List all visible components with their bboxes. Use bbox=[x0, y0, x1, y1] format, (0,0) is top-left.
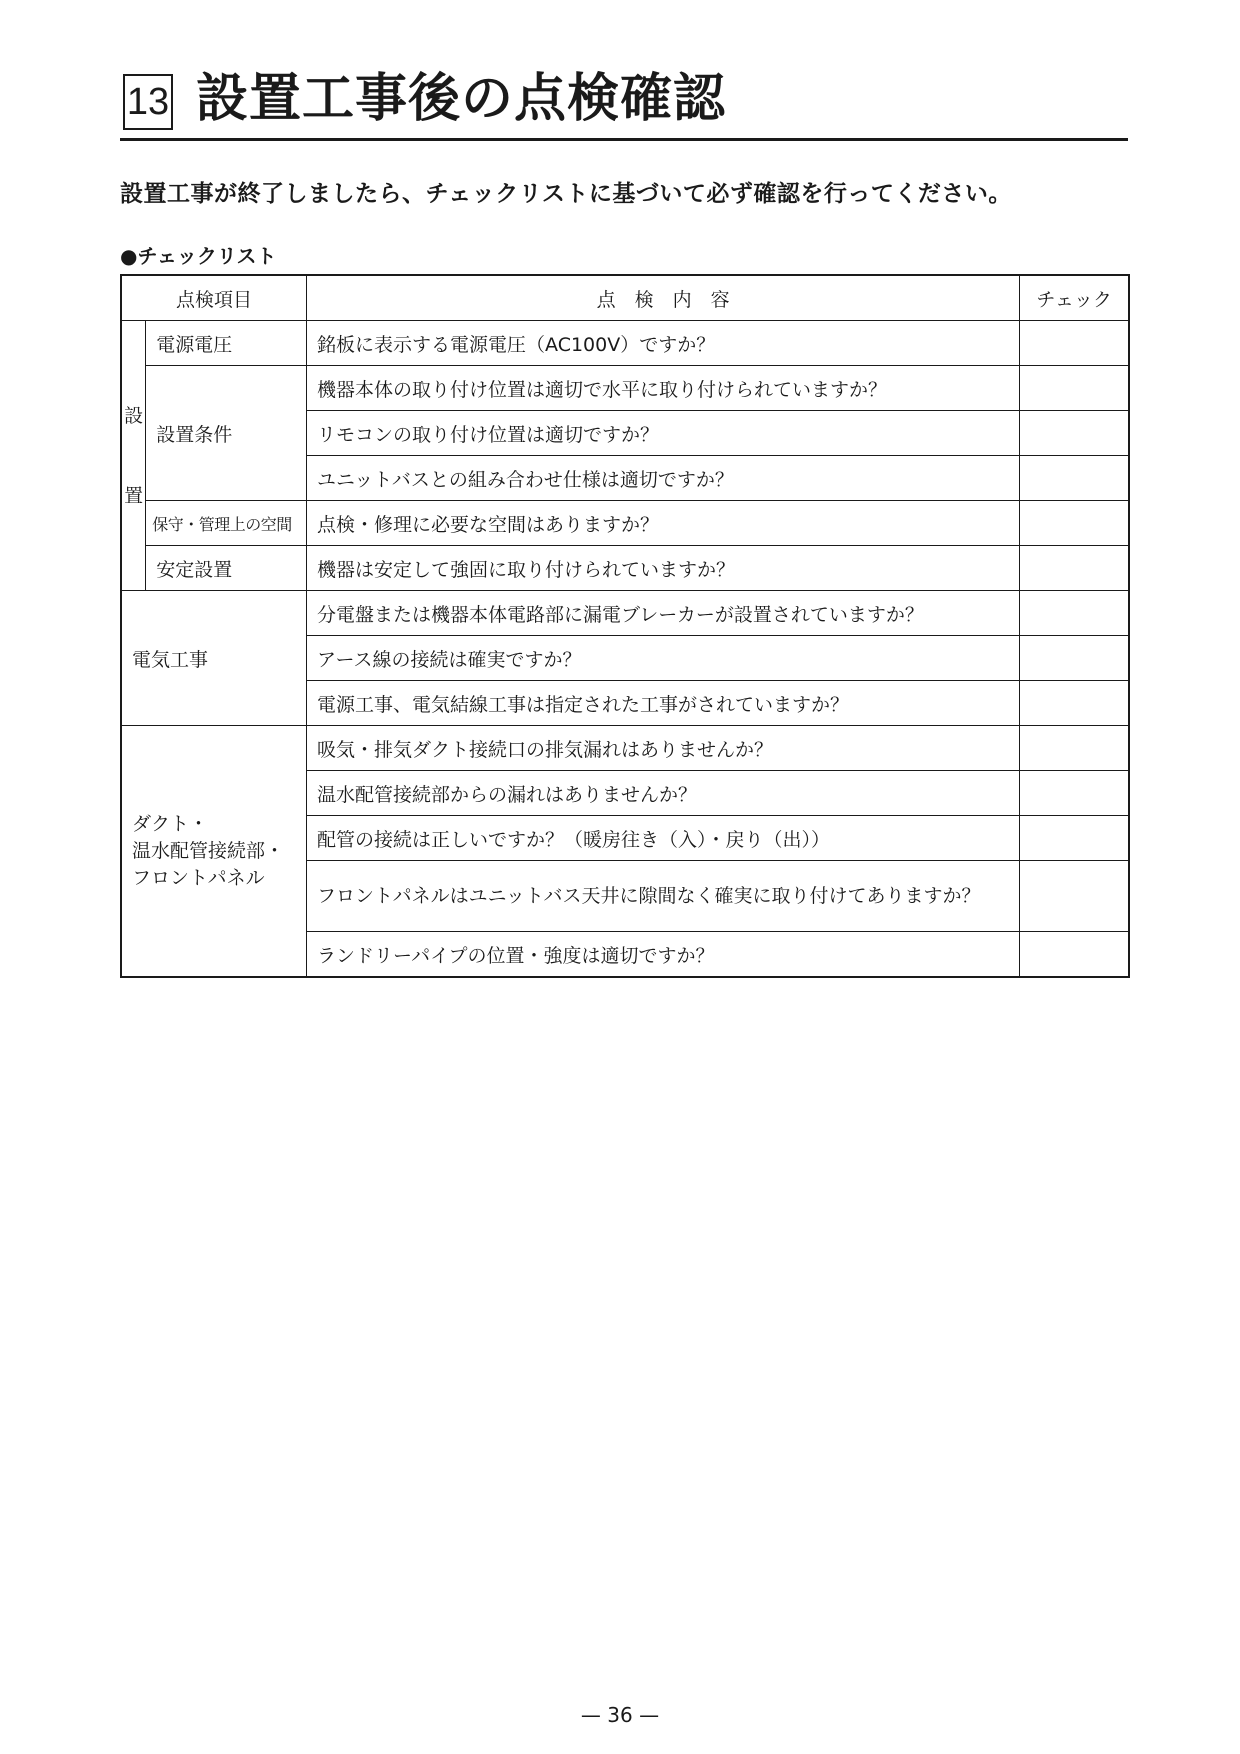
item-duct-line: 温水配管接続部・ bbox=[132, 839, 285, 862]
table-header-row bbox=[121, 275, 1129, 321]
table-row bbox=[121, 546, 1129, 591]
check-content: リモコンの取り付け位置は適切ですか？ bbox=[307, 411, 1020, 456]
setup-group-cell bbox=[121, 321, 146, 591]
table-row bbox=[121, 321, 1129, 366]
check-box[interactable] bbox=[1020, 411, 1129, 456]
item-power-voltage: 電源電圧 bbox=[146, 321, 307, 366]
checklist-table bbox=[120, 274, 1130, 978]
check-content: 吸気・排気ダクト接続口の排気漏れはありませんか？ bbox=[307, 726, 1020, 771]
table-row bbox=[121, 501, 1129, 546]
check-box[interactable] bbox=[1020, 681, 1129, 726]
check-content: 機器本体の取り付け位置は適切で水平に取り付けられていますか？ bbox=[307, 366, 1020, 411]
check-box[interactable] bbox=[1020, 816, 1129, 861]
check-content: 配管の接続は正しいですか？（暖房往き（入）・戻り（出）） bbox=[307, 816, 1020, 861]
check-box[interactable] bbox=[1020, 932, 1129, 978]
intro-text: 設置工事が終了しましたら、チェックリストに基づいて必ず確認を行ってください。 bbox=[120, 181, 1012, 207]
check-box[interactable] bbox=[1020, 501, 1129, 546]
item-stable-install: 安定設置 bbox=[146, 546, 307, 591]
check-content: 分電盤または機器本体電路部に漏電ブレーカーが設置されていますか？ bbox=[307, 591, 1020, 636]
check-box[interactable] bbox=[1020, 546, 1129, 591]
section-number-box: 13 bbox=[123, 74, 173, 130]
header-content: 点 検 内 容 bbox=[307, 275, 1020, 321]
section-header bbox=[120, 62, 1128, 141]
table-row bbox=[121, 726, 1129, 771]
header-check: チェック bbox=[1020, 275, 1129, 321]
check-content: 温水配管接続部からの漏れはありませんか？ bbox=[307, 771, 1020, 816]
check-box[interactable] bbox=[1020, 321, 1129, 366]
item-duct-line: フロントパネル bbox=[132, 866, 265, 889]
item-install-conditions: 設置条件 bbox=[146, 366, 307, 501]
item-duct-line: ダクト・ bbox=[132, 812, 209, 835]
check-box[interactable] bbox=[1020, 726, 1129, 771]
item-electrical-work: 電気工事 bbox=[121, 591, 307, 726]
check-content: ユニットバスとの組み合わせ仕様は適切ですか？ bbox=[307, 456, 1020, 501]
check-box[interactable] bbox=[1020, 771, 1129, 816]
table-row bbox=[121, 366, 1129, 411]
check-box[interactable] bbox=[1020, 366, 1129, 411]
check-content: 銘板に表示する電源電圧（AC100V）ですか？ bbox=[307, 321, 1020, 366]
checklist-label: ●チェックリスト bbox=[120, 244, 277, 268]
check-box[interactable] bbox=[1020, 636, 1129, 681]
check-content: アース線の接続は確実ですか？ bbox=[307, 636, 1020, 681]
check-content: 機器は安定して強固に取り付けられていますか？ bbox=[307, 546, 1020, 591]
page-number: — 36 — bbox=[580, 1703, 660, 1727]
page-title: 設置工事後の点検確認 bbox=[196, 69, 727, 129]
check-content: 電源工事、電気結線工事は指定された工事がされていますか？ bbox=[307, 681, 1020, 726]
check-content: フロントパネルはユニットバス天井に隙間なく確実に取り付けてありますか？ bbox=[307, 861, 1020, 932]
setup-group-char: 設 bbox=[124, 404, 144, 427]
check-box[interactable] bbox=[1020, 861, 1129, 932]
item-duct-piping-panel bbox=[121, 726, 307, 978]
item-maintenance-space: 保守・管理上の空間 bbox=[146, 501, 307, 546]
setup-group-char: 置 bbox=[124, 484, 144, 507]
check-box[interactable] bbox=[1020, 591, 1129, 636]
header-item: 点検項目 bbox=[121, 275, 307, 321]
check-box[interactable] bbox=[1020, 456, 1129, 501]
check-content: ランドリーパイプの位置・強度は適切ですか？ bbox=[307, 932, 1020, 978]
check-content: 点検・修理に必要な空間はありますか？ bbox=[307, 501, 1020, 546]
table-row bbox=[121, 591, 1129, 636]
